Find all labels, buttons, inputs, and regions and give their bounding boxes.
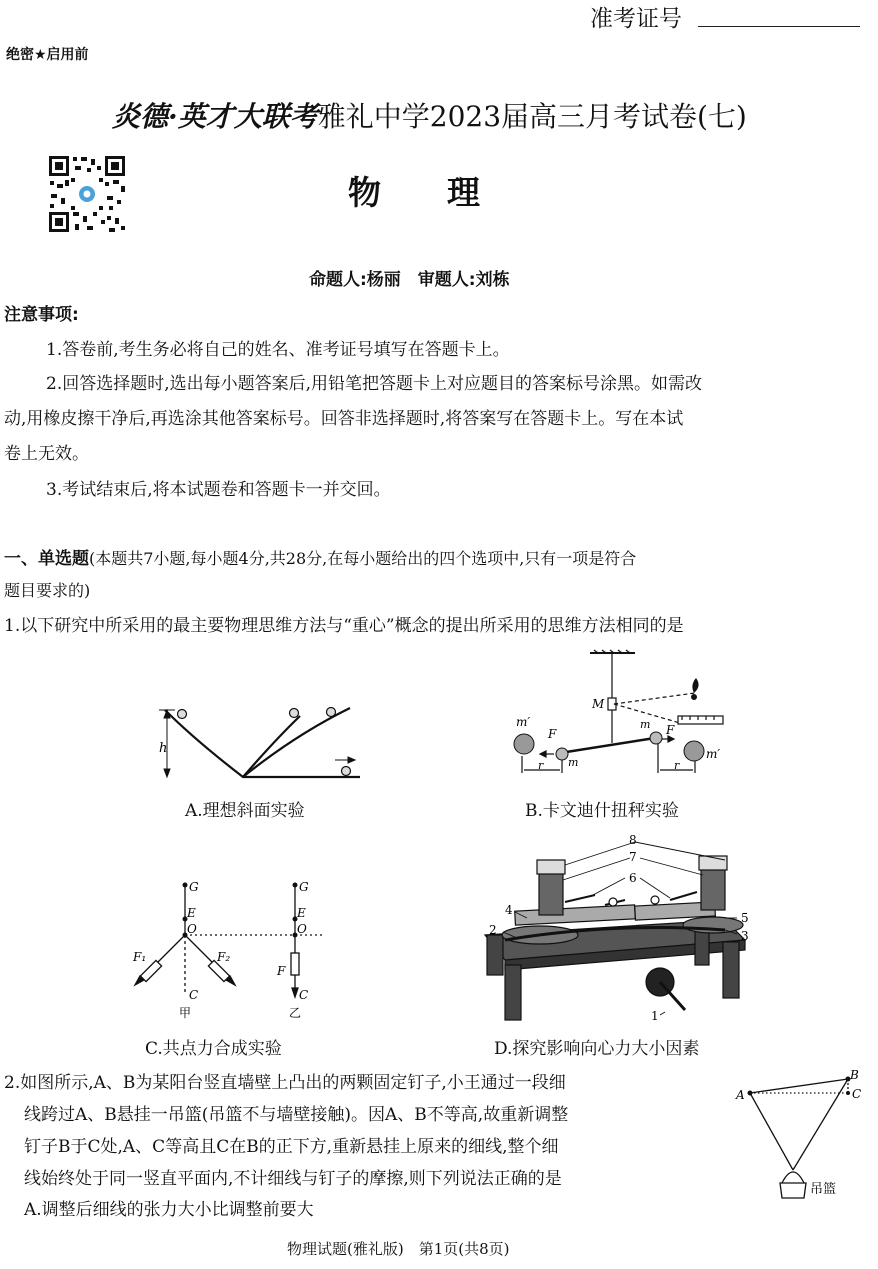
fig-c-jia: 甲 — [179, 1006, 192, 1020]
option-d: D.探究影响向心力大小因素 — [494, 1039, 700, 1059]
fig-d-label-5: 5 — [741, 911, 749, 925]
fig-b-m-prime-left: m′ — [516, 715, 531, 729]
fig-c-g-jia: G — [189, 880, 199, 894]
fig-c-o-yi: O — [297, 922, 307, 936]
fig-b-m-big: M — [592, 697, 605, 711]
notice-item-2-cont: 动,用橡皮擦干净后,再选涂其他答案标号。回答非选择题时,将答案写在答题卡上。写在本试 — [4, 409, 684, 429]
fig-c-o-jia: O — [187, 922, 197, 936]
fig-c-yi: 乙 — [289, 1006, 302, 1020]
fig-b-r-left: r — [538, 759, 544, 772]
q2-fig-c-label: C — [852, 1087, 862, 1101]
notice-heading: 注意事项: — [4, 305, 79, 325]
fig-b-f-left: F — [548, 727, 557, 741]
figure-inclined-plane — [155, 700, 365, 785]
notice-item-1: 1.答卷前,考生务必将自己的姓名、准考证号填写在答题卡上。 — [46, 340, 510, 360]
title-rest: 雅礼中学2023届高三月考试卷(七) — [317, 100, 747, 133]
secret-mark: 绝密★启用前 — [6, 47, 89, 63]
fig-c-c-jia: C — [189, 988, 199, 1002]
fig-b-m-right: m — [640, 718, 651, 731]
option-b: B.卡文迪什扭秤实验 — [525, 801, 679, 821]
q1-stem: 1.以下研究中所采用的最主要物理思维方法与“重心”概念的提出所采用的思维方法相同的是 — [4, 616, 684, 636]
q2-stem-line-2: 线跨过A、B悬挂一吊篮(吊篮不与墙壁接触)。因A、B不等高,故重新调整 — [24, 1105, 569, 1125]
fig-b-f-right: F — [666, 723, 675, 737]
authors-line: 命题人:杨丽 审题人:刘栋 — [309, 270, 510, 290]
figure-centripetal-apparatus — [475, 830, 765, 1025]
q2-fig-a-label: A — [736, 1088, 745, 1102]
exam-id-label: 准考证号 — [590, 6, 682, 32]
q2-fig-b-label: B — [850, 1068, 859, 1082]
fig-b-m-left: m — [568, 756, 579, 769]
fig-d-label-4: 4 — [505, 903, 513, 917]
exam-id-blank — [698, 26, 860, 27]
q2-option-a: A.调整后细线的张力大小比调整前要大 — [24, 1200, 314, 1220]
title-brand: 炎德·英才大联考 — [112, 100, 318, 133]
notice-item-3: 3.考试结束后,将本试题卷和答题卡一并交回。 — [46, 480, 391, 500]
q2-stem-line-4: 线始终处于同一竖直平面内,不计细线与钉子的摩擦,则下列说法正确的是 — [24, 1169, 562, 1189]
fig-c-f1: F₁ — [133, 950, 147, 964]
q2-fig-basket-label: 吊篮 — [810, 1182, 837, 1197]
q2-stem-line-3: 钉子B于C处,A、C等高且C在B的正下方,重新悬挂上原来的细线,整个细 — [24, 1137, 559, 1157]
q2-stem-line-1: 2.如图所示,A、B为某阳台竖直墙壁上凸出的两颗固定钉子,小王通过一段细 — [4, 1073, 566, 1093]
qr-code-icon — [47, 154, 127, 234]
fig-c-e-yi: E — [297, 906, 306, 920]
fig-d-label-2: 2 — [489, 923, 497, 937]
section-heading — [4, 545, 636, 573]
subject-title: 物 理 — [348, 173, 480, 212]
page-footer: 物理试题(雅礼版) 第1页(共8页) — [287, 1240, 510, 1258]
fig-c-f: F — [277, 964, 286, 978]
fig-d-label-6: 6 — [629, 871, 637, 885]
fig-b-r-right: r — [674, 759, 680, 772]
fig-d-label-8: 8 — [629, 833, 637, 847]
section-desc-cont: 题目要求的) — [4, 581, 91, 600]
section-desc: (本题共7小题,每小题4分,共28分,在每小题给出的四个选项中,只有一项是符合 — [89, 549, 637, 568]
figure-concurrent-forces — [125, 875, 335, 1025]
fig-c-g-yi: G — [299, 880, 309, 894]
notice-item-2-end: 卷上无效。 — [4, 444, 89, 464]
figure-hanging-basket — [730, 1065, 870, 1205]
fig-b-m-prime-right: m′ — [706, 747, 721, 761]
option-c: C.共点力合成实验 — [145, 1039, 282, 1059]
option-a: A.理想斜面实验 — [185, 801, 305, 821]
fig-a-h-label: h — [159, 741, 168, 756]
section-title: 一、单选题 — [4, 549, 89, 569]
notice-item-2: 2.回答选择题时,选出每小题答案后,用铅笔把答题卡上对应题目的答案标号涂黑。如需改 — [46, 374, 703, 394]
fig-d-label-7: 7 — [629, 850, 637, 864]
exam-title — [112, 95, 747, 135]
fig-d-label-3: 3 — [741, 929, 749, 943]
fig-c-e-jia: E — [187, 906, 196, 920]
fig-d-label-1: 1 — [651, 1009, 659, 1023]
figure-torsion-balance — [510, 648, 740, 783]
fig-c-f2: F₂ — [217, 950, 231, 964]
fig-c-c-yi: C — [299, 988, 309, 1002]
